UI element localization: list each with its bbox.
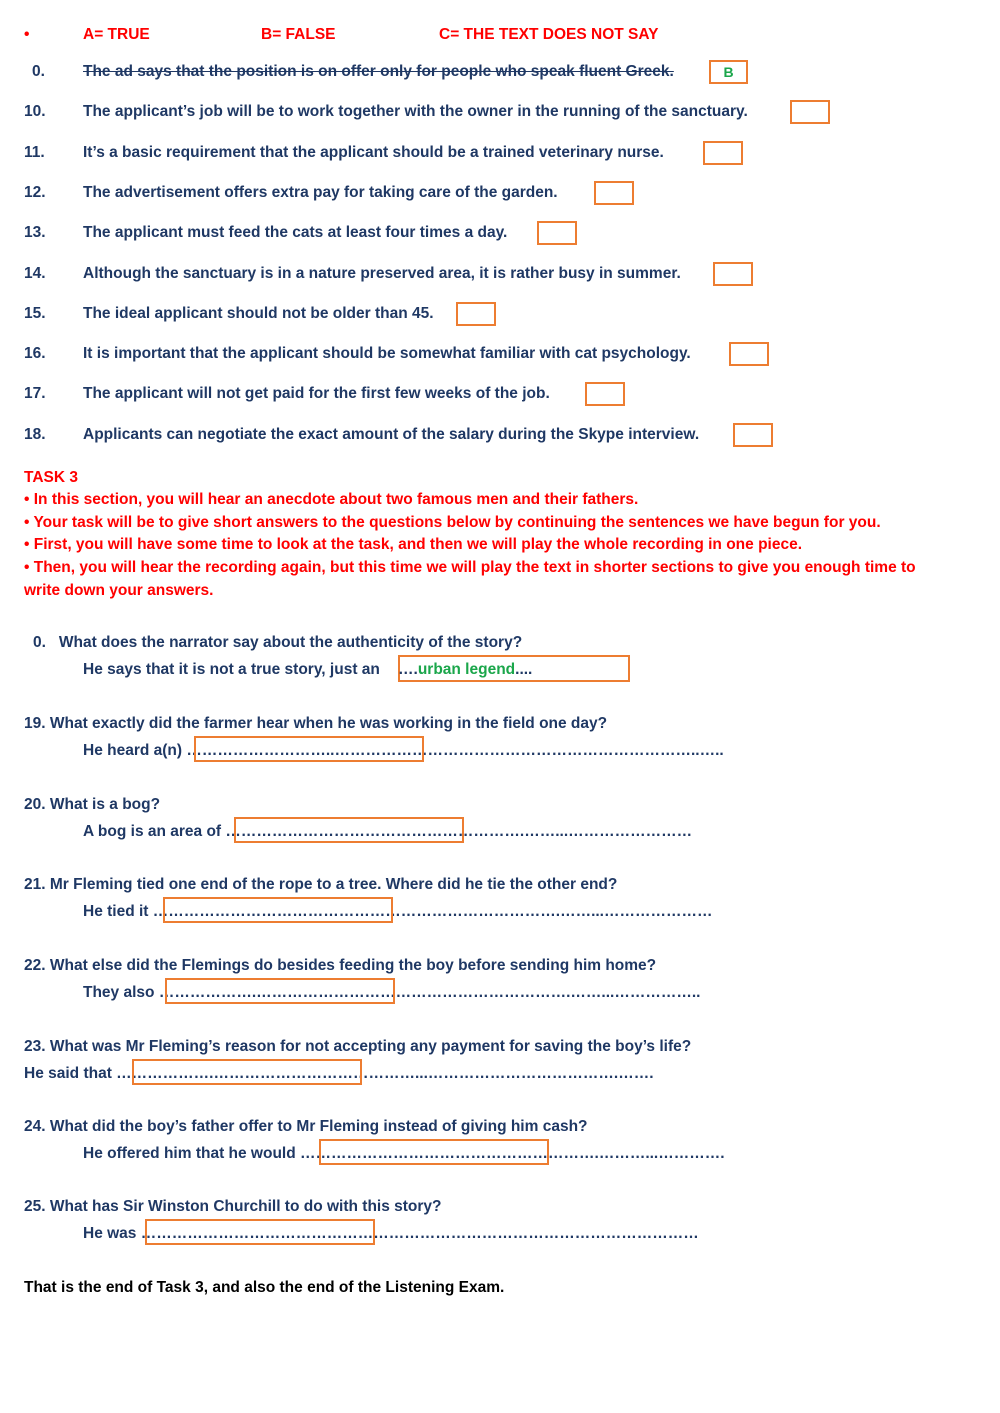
task2-item-row [24, 381, 550, 407]
answer-box[interactable] [790, 100, 830, 124]
item-statement: The applicant must feed the cats at least four times a day. [83, 224, 508, 241]
instruction-line: • Your task will be to give short answers to the questions below by continuing the sentences we have begun for you. [24, 513, 881, 531]
answer-prompt: He said that [24, 1065, 112, 1082]
answer-input-box[interactable] [132, 1059, 362, 1085]
answer-dots: ……………….…………………………………...……………………………….……. [116, 1065, 654, 1082]
closing-note: That is the end of Task 3, and also the end of the Listening Exam. [24, 1279, 505, 1296]
answer-prompt: He was [83, 1225, 137, 1242]
task2-item-row [24, 341, 691, 367]
task2-item-row [24, 140, 664, 166]
example-answer: B [723, 64, 734, 80]
item-number: 11. [24, 144, 45, 161]
item-statement: The applicant’s job will be to work together with the owner in the running of the sanctuary. [83, 103, 748, 120]
example-number: 0. [32, 63, 45, 80]
answer-dots: ………………………..……………………………………………………………..….. [186, 742, 724, 759]
answer-input-box[interactable] [165, 978, 395, 1004]
answer-dots: ……………………………………………………………………………………………… [140, 1225, 699, 1242]
instruction-line: • In this section, you will hear an anecdote about two famous men and their fathers. [24, 491, 639, 508]
legend-false: B= FALSE [261, 26, 336, 43]
legend-bullet: • [24, 26, 30, 43]
item-statement: Although the sanctuary is in a nature preserved area, it is rather busy in summer. [83, 265, 681, 282]
item-number: 10. [24, 103, 46, 120]
example-answer-box [709, 60, 748, 84]
answer-box[interactable] [713, 262, 753, 286]
answer-box[interactable] [585, 382, 625, 406]
answer-dots: ………………………………………………….……...…………………… [225, 823, 693, 840]
answer-box[interactable] [537, 221, 577, 245]
answer-prompt: They also [83, 984, 155, 1001]
item-number: 15. [24, 305, 46, 322]
item-statement: The advertisement offers extra pay for taking care of the garden. [83, 184, 558, 201]
task2-item-row [24, 301, 434, 327]
item-statement: It’s a basic requirement that the applicant should be a trained veterinary nurse. [83, 144, 664, 161]
task2-example-row [24, 59, 674, 85]
task2-item-row [24, 220, 507, 246]
question-text: 24. What did the boy’s father offer to Mr Fleming instead of giving him cash? [24, 1118, 588, 1135]
legend-not-say: C= THE TEXT DOES NOT SAY [439, 26, 659, 43]
question-text: 20. What is a bog? [24, 796, 161, 813]
legend-true: A= TRUE [83, 26, 150, 43]
answer-box[interactable] [594, 181, 634, 205]
answer-prompt: He tied it [83, 903, 149, 920]
answer-prompt: He offered him that he would [83, 1145, 296, 1162]
instruction-line: • Then, you will hear the recording again, but this time we will play the text in shorter sections to give you enough time to [24, 559, 916, 577]
item-statement: Applicants can negotiate the exact amount of the salary during the Skype interview. [83, 426, 700, 443]
answer-dots: ………………………………………………….………...…………. [300, 1145, 725, 1162]
answer-dots: …………………………………………………………………….……...………………… [152, 903, 713, 920]
answer-input-box[interactable] [163, 897, 393, 923]
task3-example-prompt: He says that it is not a true story, just an [83, 661, 380, 678]
question-text: 21. Mr Fleming tied one end of the rope to a tree. Where did he tie the other end? [24, 876, 618, 893]
answer-dots: ……………….…………………………………………………….……...…………….. [158, 984, 701, 1001]
question-text: 22. What else did the Flemings do besides feeding the boy before sending him home? [24, 957, 657, 974]
item-number: 18. [24, 426, 46, 443]
example-statement: The ad says that the position is on offer only for people who speak fluent Greek. [83, 63, 674, 80]
instruction-line: write down your answers. [24, 581, 214, 599]
task3-example-question: 0. What does the narrator say about the authenticity of the story? [33, 634, 523, 651]
answer-box[interactable] [729, 342, 769, 366]
task3-example-answer: ….urban legend.... [398, 661, 533, 678]
answer-input-box[interactable] [319, 1139, 549, 1165]
task3-instructions [24, 489, 916, 603]
item-number: 12. [24, 184, 46, 201]
item-number: 17. [24, 385, 46, 402]
question-text: 25. What has Sir Winston Churchill to do with this story? [24, 1198, 442, 1215]
answer-input-box[interactable] [234, 817, 464, 843]
answer-input-box[interactable] [194, 736, 424, 762]
answer-prompt: A bog is an area of [83, 823, 222, 840]
task2-item-row [24, 261, 681, 287]
example-answer-text: urban legend [417, 661, 516, 678]
answer-box[interactable] [703, 141, 743, 165]
answer-prompt: He heard a(n) [83, 742, 183, 759]
task2-item-row [24, 422, 699, 448]
answer-input-box[interactable] [145, 1219, 375, 1245]
item-statement: The applicant will not get paid for the first few weeks of the job. [83, 385, 550, 402]
item-number: 13. [24, 224, 46, 241]
task2-item-row [24, 180, 558, 206]
question-text: 23. What was Mr Fleming’s reason for not accepting any payment for saving the boy’s life? [24, 1038, 692, 1055]
task2-item-row [24, 99, 748, 125]
item-statement: The ideal applicant should not be older than 45. [83, 305, 434, 322]
item-statement: It is important that the applicant should be somewhat familiar with cat psychology. [83, 345, 691, 362]
answer-box[interactable] [456, 302, 496, 326]
instruction-line: • First, you will have some time to look at the task, and then we will play the whole recording in one piece. [24, 536, 803, 554]
answer-box[interactable] [733, 423, 773, 447]
item-number: 16. [24, 345, 46, 362]
task3-title: TASK 3 [24, 469, 78, 486]
question-text: 19. What exactly did the farmer hear when he was working in the field one day? [24, 715, 608, 732]
item-number: 14. [24, 265, 46, 282]
